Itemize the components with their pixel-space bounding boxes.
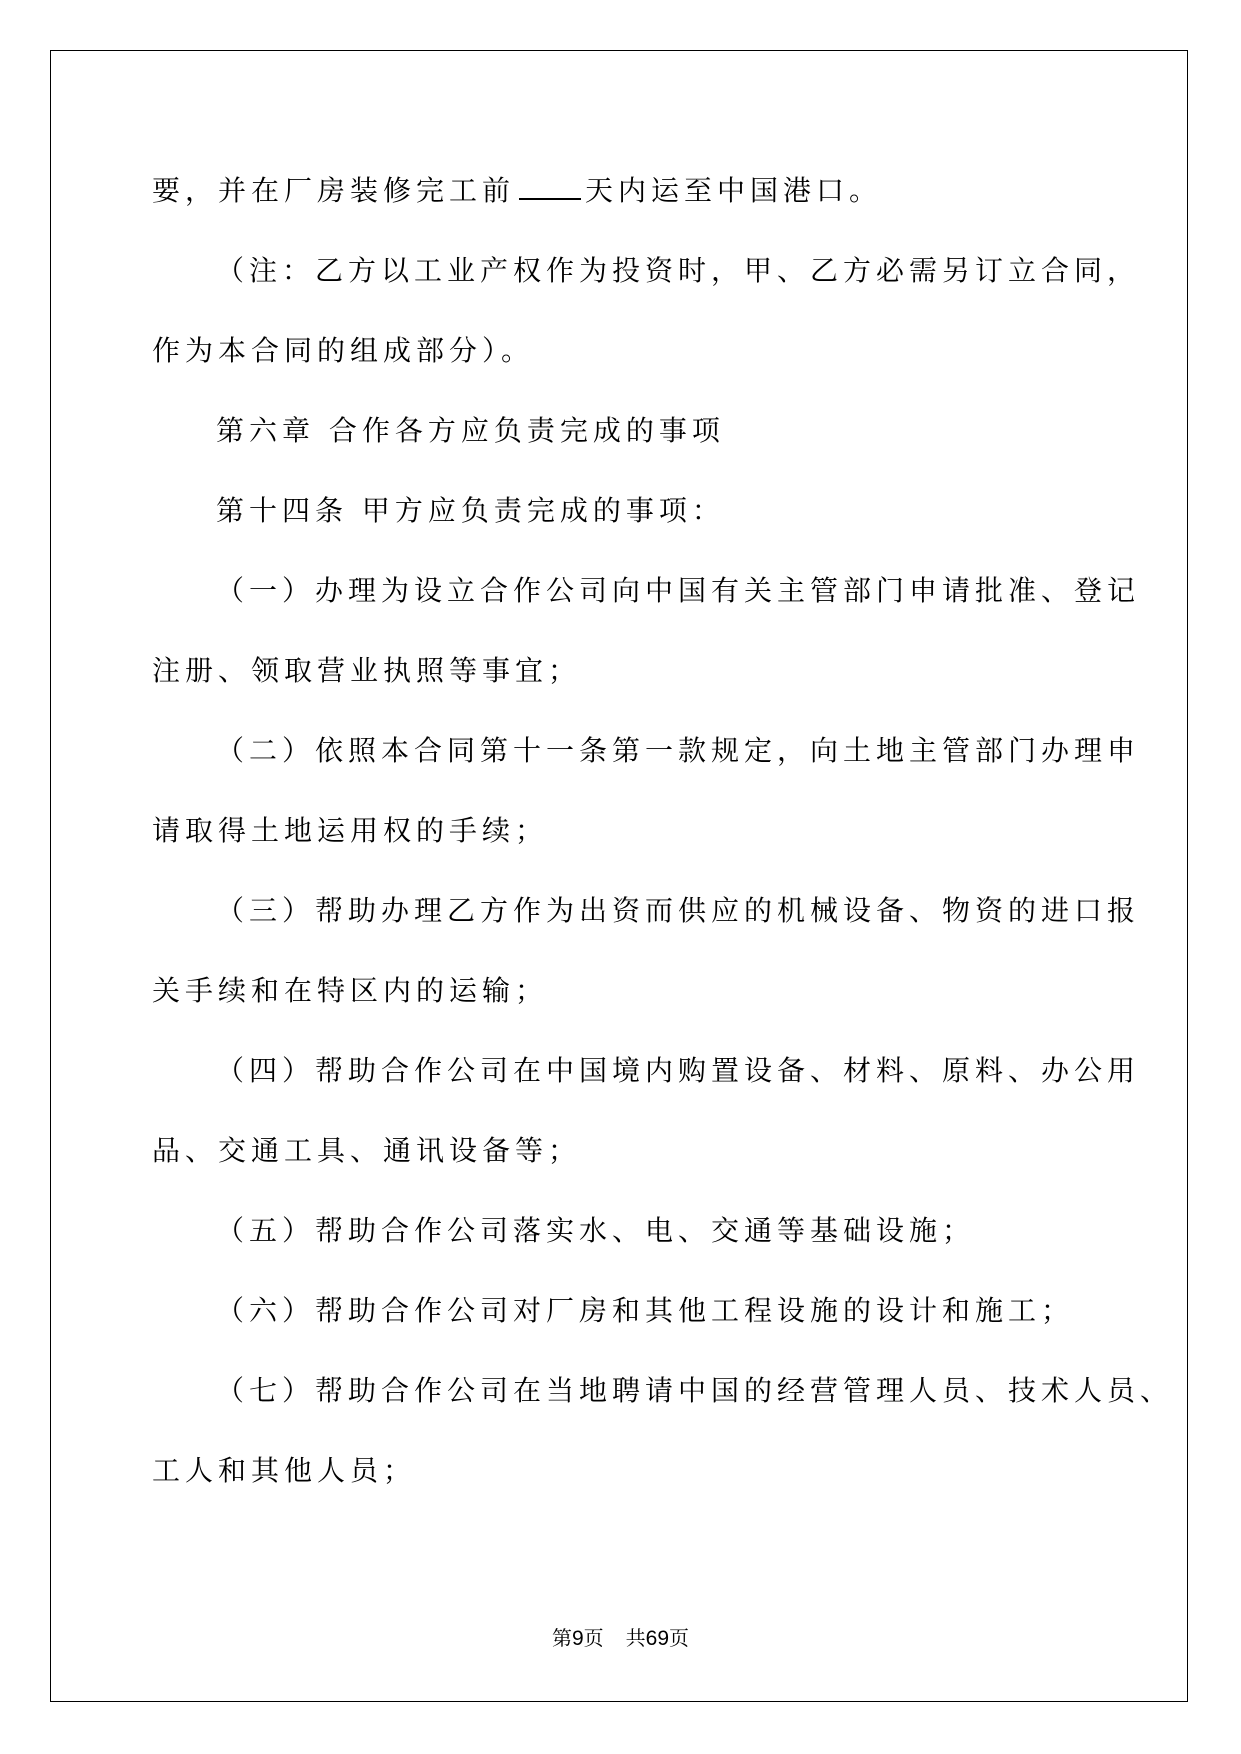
paragraph-line: （五）帮助合作公司落实水、电、交通等基础设施； bbox=[216, 1214, 976, 1247]
total-label-prefix: 共 bbox=[625, 1626, 646, 1650]
article-heading: 第十四条 甲方应负责完成的事项： bbox=[216, 494, 725, 527]
page-number: 9 bbox=[571, 1627, 584, 1650]
text-segment: 要，并在厂房装修完工前 bbox=[152, 174, 516, 207]
paragraph-line: （二）依照本合同第十一条第一款规定，向土地主管部门办理申 bbox=[216, 734, 1141, 767]
chapter-heading: 第六章 合作各方应负责完成的事项 bbox=[216, 414, 725, 447]
fill-in-blank bbox=[519, 170, 581, 200]
paragraph-line: （三）帮助办理乙方作为出资而供应的机械设备、物资的进口报 bbox=[216, 894, 1141, 927]
text-segment: 天内运至中国港口。 bbox=[585, 174, 883, 207]
paragraph-line: 工人和其他人员； bbox=[152, 1454, 417, 1487]
total-pages: 69 bbox=[645, 1627, 670, 1650]
document-body bbox=[152, 165, 1174, 1525]
paragraph-line: 关手续和在特区内的运输； bbox=[152, 974, 549, 1007]
paragraph-line: （四）帮助合作公司在中国境内购置设备、材料、原料、办公用 bbox=[216, 1054, 1141, 1087]
paragraph-line: 注册、领取营业执照等事宜； bbox=[152, 654, 582, 687]
total-label-suffix: 页 bbox=[669, 1626, 690, 1650]
paragraph-line: （注：乙方以工业产权作为投资时，甲、乙方必需另订立合同， bbox=[216, 254, 1141, 287]
paragraph-line: （一）办理为设立合作公司向中国有关主管部门申请批准、登记 bbox=[216, 574, 1141, 607]
paragraph-line: 作为本合同的组成部分）。 bbox=[152, 334, 535, 367]
page-label-prefix: 第 bbox=[551, 1626, 572, 1650]
paragraph-line bbox=[152, 165, 1112, 245]
paragraph-line: （六）帮助合作公司对厂房和其他工程设施的设计和施工； bbox=[216, 1294, 1075, 1327]
paragraph-line: （七）帮助合作公司在当地聘请中国的经营管理人员、技术人员、 bbox=[216, 1374, 1174, 1407]
page-footer bbox=[0, 1622, 1241, 1651]
paragraph-line: 请取得土地运用权的手续； bbox=[152, 814, 549, 847]
paragraph-line: 品、交通工具、通讯设备等； bbox=[152, 1134, 582, 1167]
page-label-suffix: 页 bbox=[583, 1626, 604, 1650]
